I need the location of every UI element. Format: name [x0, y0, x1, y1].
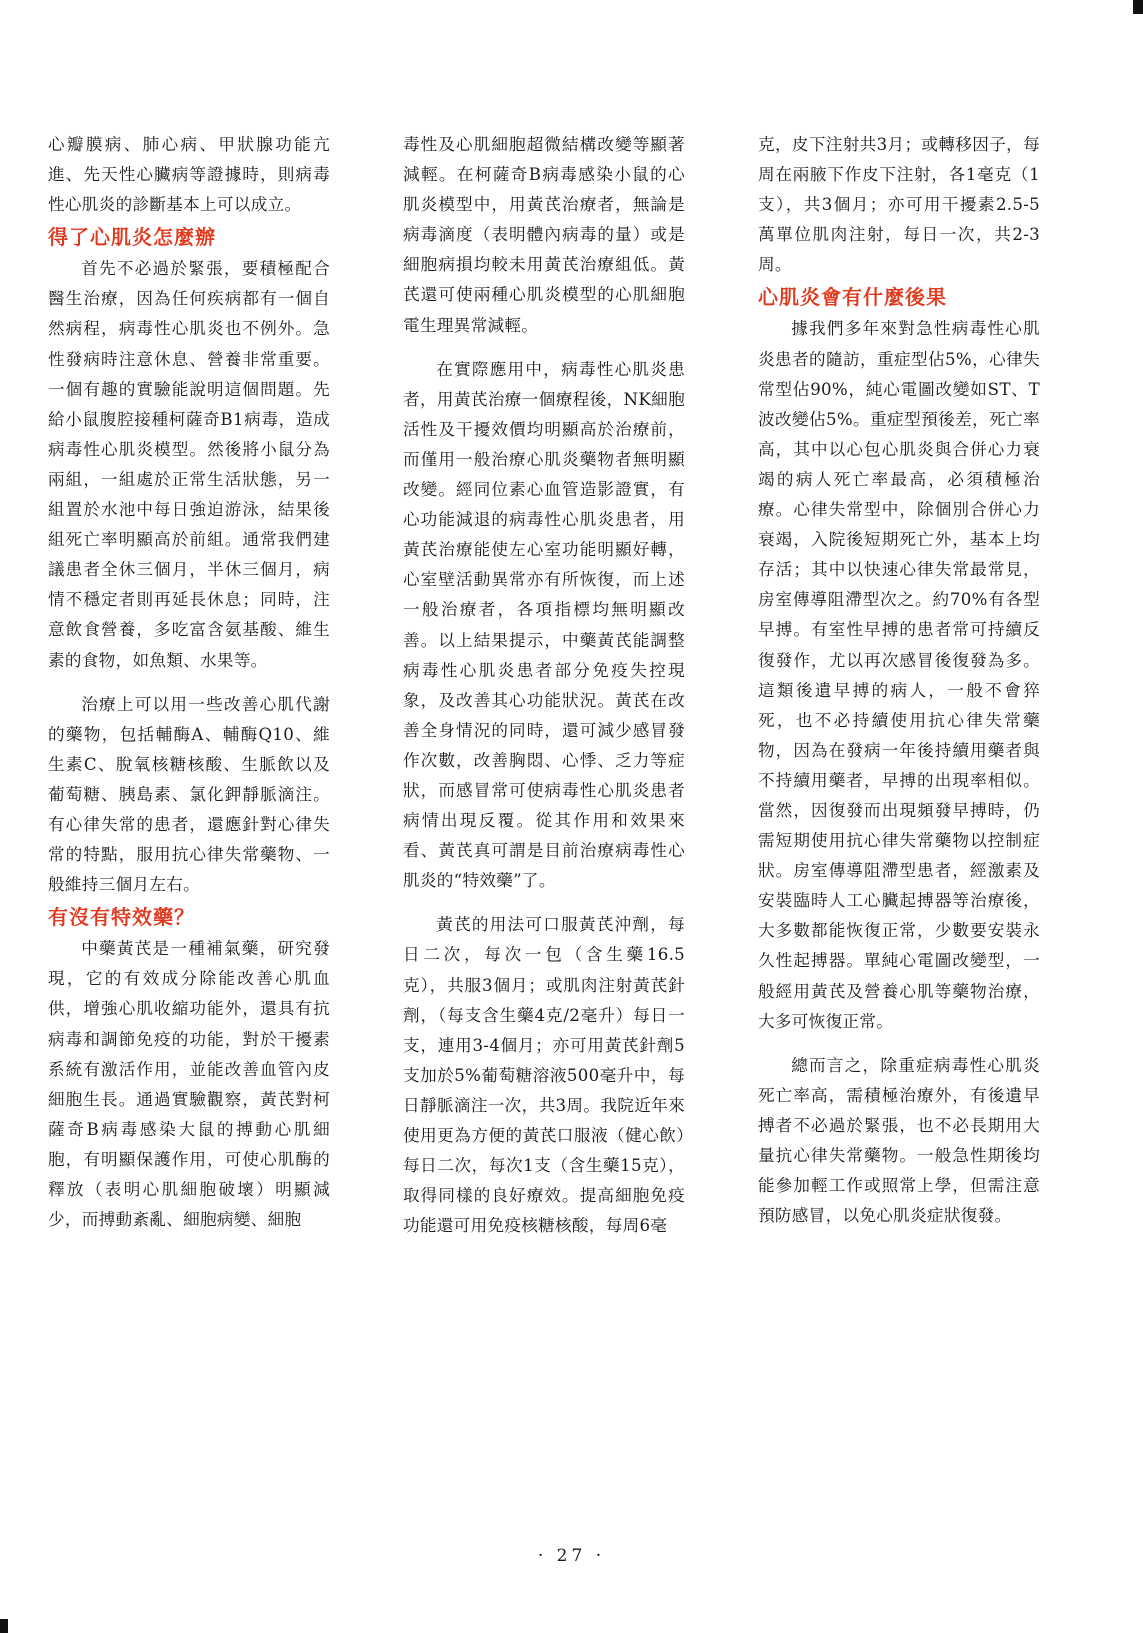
text-column-1	[48, 130, 330, 1235]
paragraph: 據我們多年來對急性病毒性心肌炎患者的隨訪，重症型佔5%，心律失常型佔90%，純心電圖改變如ST、T波改變佔5%。重症型預後差，死亡率高，其中以心包心肌炎與合併心力衰竭的病人死亡率最高，必須積極治療。心律失常型中，除個別合併心力衰竭，入院後短期死亡外，基本上均存活；其中以快速心律失常最常見，房室傳導阻滯型次之。約70%有各型早搏。有室性早搏的患者常可持續反復發作，尤以再次感冒後復發為多。這類後遺早搏的病人，一般不會猝死，也不必持續使用抗心律失常藥物，因為在發病一年後持續用藥者與不持續用藥者，早搏的出現率相似。當然，因復發而出現頻發早搏時，仍需短期使用抗心律失常藥物以控制症狀。房室傳導阻滯型患者，經激素及安裝臨時人工心臟起搏器等治療後，大多數都能恢復正常，少數要安裝永久性起搏器。單純心電圖改變型，一般經用黃芪及營養心肌等藥物治療，大多可恢復正常。	[758, 319, 1040, 1031]
text-column-3	[758, 130, 1040, 1231]
paragraph: 首先不必過於緊張，要積極配合醫生治療，因為任何疾病都有一個自然病程，病毒性心肌炎也不例外。急性發病時注意休息、營養非常重要。一個有趣的實驗能說明這個問題。先給小鼠腹腔接種柯薩奇B1病毒，造成病毒性心肌炎模型。然後將小鼠分為兩組，一組處於正常生活狀態，另一組置於水池中每日強迫游泳，結果後組死亡率明顯高於前組。通常我們建議患者全休三個月，半休三個月，病情不穩定者則再延長休息；同時，注意飲食營養，多吃富含氨基酸、維生素的食物，如魚類、水果等。	[48, 259, 330, 670]
section-heading: 有沒有特效藥？	[48, 905, 195, 930]
paragraph: 心瓣膜病、肺心病、甲狀腺功能亢進、先天性心臟病等證據時，則病毒性心肌炎的診斷基本上可以成立。	[48, 135, 330, 215]
section-heading: 得了心肌炎怎麼辦	[48, 225, 216, 250]
paragraph: 毒性及心肌細胞超微結構改變等顯著減輕。在柯薩奇B病毒感染小鼠的心肌炎模型中，用黃芪治療者，無論是病毒滴度（表明體內病毒的量）或是細胞病損均較未用黃芪治療組低。黃芪還可使兩種心肌炎模型的心肌細胞電生理異常減輕。	[403, 135, 685, 335]
paragraph: 在實際應用中，病毒性心肌炎患者，用黃芪治療一個療程後，NK細胞活性及干擾效價均明顯高於治療前，而僅用一般治療心肌炎藥物者無明顯改變。經同位素心血管造影證實，有心功能減退的病毒性心肌炎患者，用黃芪治療能使左心室功能明顯好轉，心室壁活動異常亦有所恢復，而上述一般治療者，各項指標均無明顯改善。以上結果提示，中藥黃芪能調整病毒性心肌炎患者部分免疫失控現象，及改善其心功能狀況。黃芪在改善全身情況的同時，還可減少感冒發作次數，改善胸悶、心悸、乏力等症狀，而感冒常可使病毒性心肌炎患者病情出現反覆。從其作用和效果來看、黃芪真可謂是目前治療病毒性心肌炎的“特效藥”了。	[403, 359, 685, 891]
paragraph: 中藥黃芪是一種補氣藥，研究發現，它的有效成分除能改善心肌血供，增強心肌收縮功能外，還具有抗病毒和調節免疫的功能，對於干擾素系統有激活作用，並能改善血管內皮細胞生長。通過實驗觀察，黃芪對柯薩奇B病毒感染大鼠的搏動心肌細胞，有明顯保護作用，可使心肌酶的釋放（表明心肌細胞破壞）明顯減少，而搏動紊亂、細胞病變、細胞	[48, 939, 330, 1230]
paragraph: 總而言之，除重症病毒性心肌炎死亡率高，需積極治療外，有後遺早搏者不必過於緊張，也不必長期用大量抗心律失常藥物。一般急性期後均能參加輕工作或照常上學，但需注意預防感冒，以免心肌炎症狀復發。	[758, 1055, 1040, 1226]
scan-edge-mark	[1133, 0, 1143, 14]
scan-edge-mark	[0, 1619, 8, 1633]
section-heading: 心肌炎會有什麼後果	[758, 285, 947, 310]
page-number: · 27 ·	[537, 1546, 606, 1566]
text-column-2	[403, 130, 685, 1241]
paragraph: 克，皮下注射共3月；或轉移因子，每周在兩腋下作皮下注射，各1毫克（1支），共3個月；亦可用干擾素2.5-5萬單位肌肉注射，每日一次，共2-3周。	[758, 135, 1040, 275]
paragraph: 黃芪的用法可口服黃芪沖劑，每日二次，每次一包（含生藥16.5克），共服3個月；或肌肉注射黃芪針劑，（每支含生藥4克/2毫升）每日一支，連用3-4個月；亦可用黃芪針劑5支加於5%葡萄糖溶液500毫升中，每日靜脈滴注一次，共3周。我院近年來使用更為方便的黃芪口服液（健心飲）每日二次，每次1支（含生藥15克），取得同樣的良好療效。提高細胞免疫功能還可用免疫核糖核酸，每周6毫	[403, 915, 685, 1236]
paragraph: 治療上可以用一些改善心肌代謝的藥物，包括輔酶A、輔酶Q10、維生素C、脫氧核糖核酸、生脈飲以及葡萄糖、胰島素、氯化鉀靜脈滴注。有心律失常的患者，還應針對心律失常的特點，服用抗心律失常藥物、一般維持三個月左右。	[48, 694, 330, 895]
